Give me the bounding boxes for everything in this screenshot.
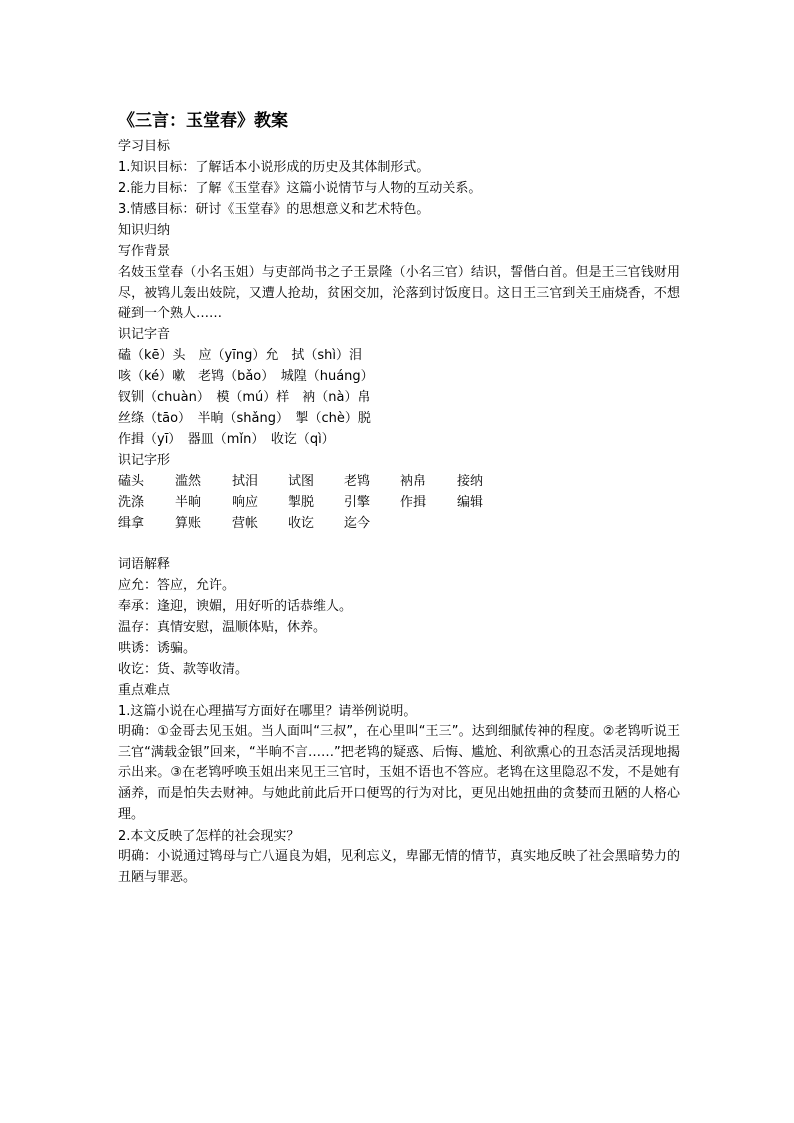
- glyph-word: 掣脱: [288, 495, 315, 510]
- glyph-word: 算账: [175, 516, 202, 531]
- goal-emotion: 3.情感目标：研讨《玉堂春》的思想意义和艺术特色。: [118, 202, 430, 217]
- glyph-word: 缉拿: [118, 516, 145, 531]
- answer-1: 明确：①金哥去见玉姐。当人面叫“三叔”，在心里叫“王三”。达到细腻传神的程度。②老鸨听说王三官“满载金银”回来，“半晌不言……”把老鸨的疑惑、后悔、尴尬、利欲熏心的丑态活灵活现地揭示出来。③在老鸨呼唤玉姐出来见王三官时，玉姐不语也不答应。老鸨在这里隐忍不发，不是她有涵养，而是怕失去财神。与她此前此后开口便骂的行为对比，更见出她扭曲的贪婪而丑陋的人格心理。: [118, 724, 680, 822]
- glyph-word: 编辑: [457, 495, 484, 510]
- section-heading-key-points: 重点难点: [118, 683, 171, 698]
- glyph-word: 营帐: [232, 516, 259, 531]
- glyph-word: 迄今: [344, 516, 371, 531]
- glyph-word: 磕头: [118, 474, 145, 489]
- glyph-word: 老鸨: [344, 474, 371, 489]
- section-heading-goals: 学习目标: [118, 139, 171, 154]
- glyph-word: 响应: [232, 495, 259, 510]
- glyph-word: 拭泪: [232, 474, 259, 489]
- vocab-entry: 温存：真情安慰，温顺体贴，休养。: [118, 620, 327, 635]
- glyph-word: 接纳: [457, 474, 484, 489]
- glyph-word: 作揖: [400, 495, 427, 510]
- goal-ability: 2.能力目标：了解《玉堂春》这篇小说情节与人物的互动关系。: [118, 181, 482, 196]
- document-title: 《三言：玉堂春》教案: [118, 111, 288, 131]
- question-2: 2.本文反映了怎样的社会现实？: [118, 829, 300, 844]
- pronunciation-line: 丝绦（tāo） 半晌（shǎng） 掣（chè）脱: [118, 411, 371, 426]
- section-heading-glyphs: 识记字形: [118, 453, 171, 468]
- vocab-entry: 收讫：货、款等收清。: [118, 662, 249, 677]
- glyph-word: 引擎: [344, 495, 371, 510]
- pronunciation-line: 作揖（yī） 器皿（mǐn） 收讫（qì）: [118, 432, 335, 447]
- glyph-word: 收讫: [288, 516, 315, 531]
- pronunciation-line: 钗钏（chuàn） 模（mú）样 衲（nà）帛: [118, 390, 371, 405]
- section-heading-background: 写作背景: [118, 244, 171, 259]
- glyph-word: 洗涤: [118, 495, 145, 510]
- section-heading-pronunciation: 识记字音: [118, 327, 171, 342]
- vocab-entry: 哄诱：诱骗。: [118, 641, 197, 656]
- vocab-entry: 奉承：逢迎，谀媚，用好听的话恭维人。: [118, 599, 353, 614]
- section-heading-vocab: 词语解释: [118, 557, 171, 572]
- glyph-word: 试图: [288, 474, 315, 489]
- glyph-word: 半晌: [175, 495, 202, 510]
- glyph-word: 滥然: [175, 474, 202, 489]
- vocab-entry: 应允：答应，允许。: [118, 578, 236, 593]
- background-paragraph: 名妓玉堂春（小名玉姐）与吏部尚书之子王景隆（小名三官）结识，誓偕白首。但是王三官钱财用尽，被鸨儿轰出妓院，又遭人抢劫，贫困交加，沦落到讨饭度日。这日王三官到关王庙烧香，不想碰到一个熟人……: [118, 265, 680, 322]
- answer-2: 明确：小说通过鸨母与亡八逼良为娼，见利忘义，卑鄙无情的情节，真实地反映了社会黑暗势力的丑陋与罪恶。: [118, 849, 680, 885]
- pronunciation-line: 咳（ké）嗽 老鸨（bǎo） 城隍（huáng）: [118, 369, 374, 384]
- section-heading-knowledge: 知识归纳: [118, 223, 171, 238]
- pronunciation-line: 磕（kē）头 应（yīng）允 拭（shì）泪: [118, 348, 362, 363]
- glyph-word: 衲帛: [400, 474, 427, 489]
- goal-knowledge: 1.知识目标：了解话本小说形成的历史及其体制形式。: [118, 160, 430, 175]
- question-1: 1.这篇小说在心理描写方面好在哪里？请举例说明。: [118, 704, 417, 719]
